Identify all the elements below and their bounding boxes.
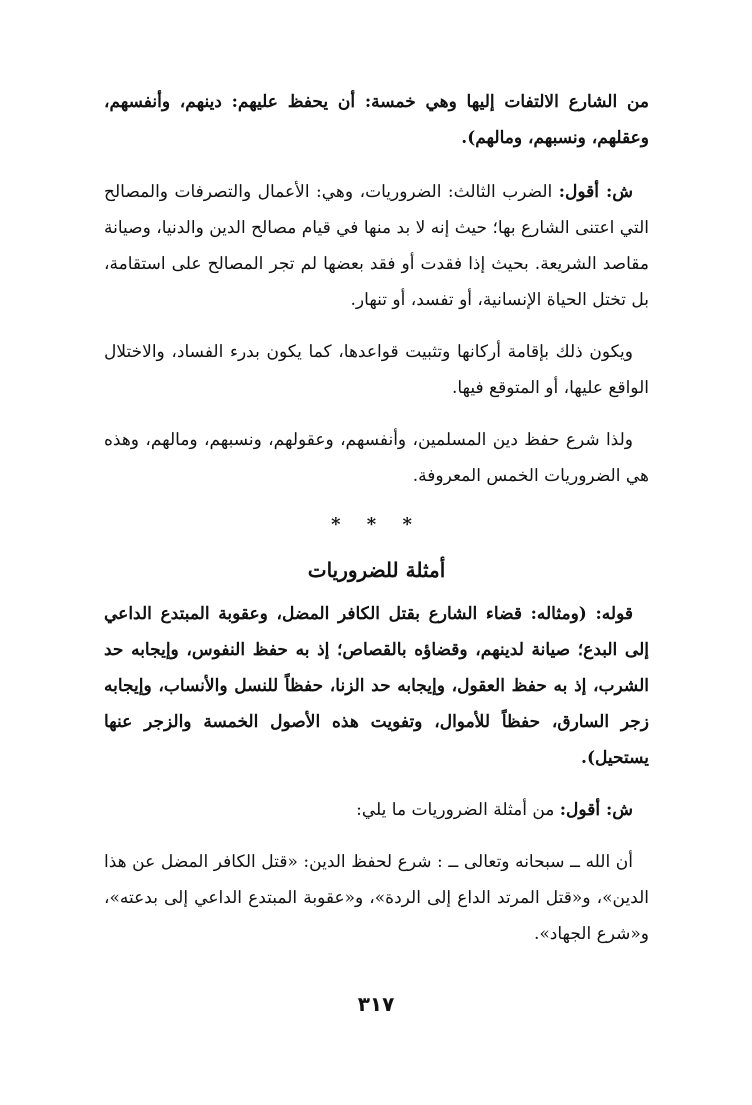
- page-body: [104, 84, 649, 968]
- paragraph-continuation: من الشارع الالتفات إليها وهي خمسة: أن يحفظ عليهم: دينهم، وأنفسهم، وعقلهم، ونسبهم، ومالهم).: [104, 92, 649, 148]
- paragraph: ولذا شرع حفظ دين المسلمين، وأنفسهم، وعقولهم، ونسبهم، ومالهم، وهذه هي الضروريات الخمس المعروفة.: [104, 430, 649, 486]
- commentary-label: ش: أقول:: [558, 182, 633, 202]
- page-number: ٣١٧: [357, 992, 395, 1016]
- section-separator: * * *: [331, 514, 422, 535]
- commentary-text: الضرب الثالث: الضروريات، وهي: الأعمال والتصرفات والمصالح التي اعتنى الشارع بها؛ حيث إنه لا بد منها في قيام مصالح الدين والدنيا، وصيانة مقاصد الشريعة. بحيث إذا فقدت أو فقد بعضها لم تجر المصالح على استقامة، بل تختل الحياة الإنسانية، أو تفسد، أو تنهار.: [104, 182, 649, 310]
- commentary-text: من أمثلة الضروريات ما يلي:: [356, 800, 560, 820]
- section-heading: أمثلة للضروريات: [307, 558, 446, 582]
- commentary-paragraph: [104, 792, 649, 828]
- paragraph: أن الله ــ سبحانه وتعالى ــ : شرع لحفظ الدين: «قتل الكافر المضل عن هذا الدين»، و«قتل المرتد الداع إلى الردة»، و«عقوبة المبتدع الداعي إلى بدعته»، و«شرع الجهاد».: [104, 852, 649, 944]
- commentary-label: ش: أقول:: [559, 800, 633, 820]
- quoted-text: قوله: (ومثاله: قضاء الشارع بقتل الكافر المضل، وعقوبة المبتدع الداعي إلى البدع؛ صيانة لدينهم، وقضاؤه بالقصاص؛ إذ به حفظ النفوس، وإيجابه حد الشرب، إذ به حفظ العقول، وإيجابه حد الزنا، حفظاً للنسل والأنساب، وإيجابه زجر السارق، حفظاً للأموال، وتفويت هذه الأصول الخمسة والزجر عنها يستحيل).: [104, 604, 649, 768]
- commentary-paragraph: [104, 174, 649, 318]
- paragraph: ويكون ذلك بإقامة أركانها وتثبيت قواعدها، كما يكون بدرء الفساد، والاختلال الواقع عليها، أو المتوقع فيها.: [104, 342, 649, 398]
